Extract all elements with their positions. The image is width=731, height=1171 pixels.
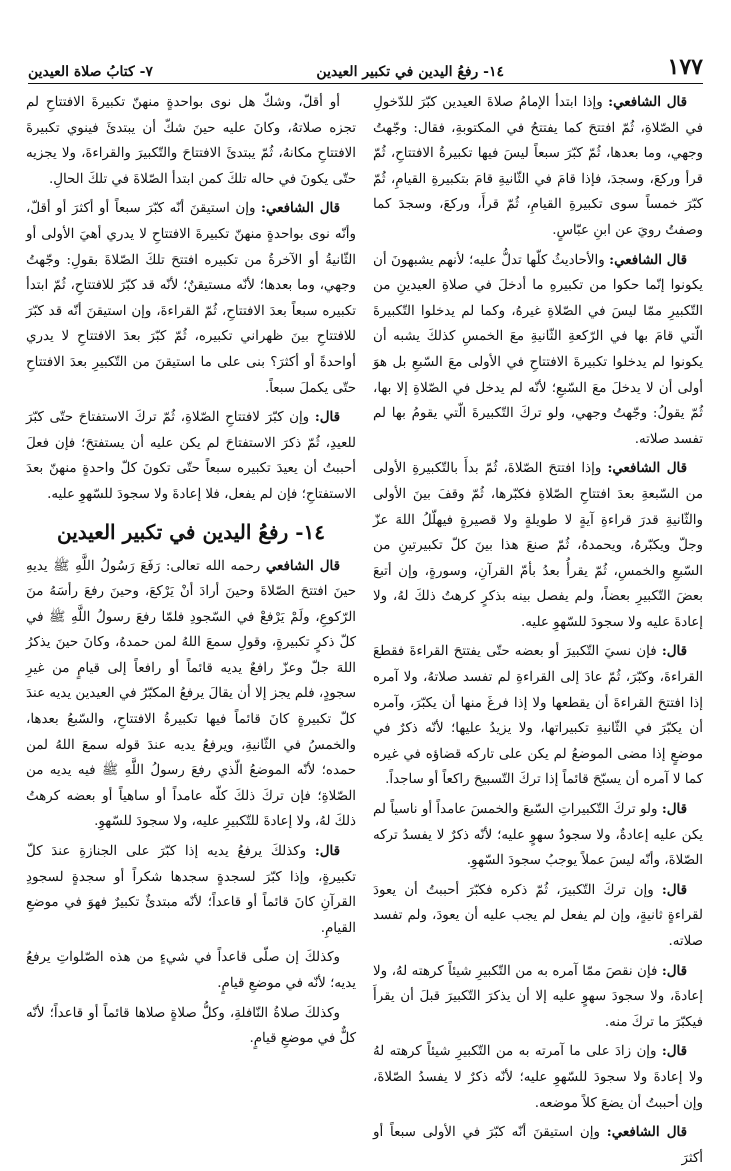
paragraph-text: وكذلكَ صلاةُ النّافلةِ، وكلُّ صلاةٍ صلاها قائماً أو قاعداً؛ لأنّه كلٌّ في موضعِ قيامٍ. xyxy=(26,1005,356,1047)
speaker-label: قال الشافعي xyxy=(265,557,340,574)
paragraph xyxy=(26,90,356,192)
paragraph-text: رحمه الله تعالى: رَفَعَ رَسُولُ اللَّهِ ﷺ يديهِ حينَ افتتحَ الصّلاةَ وحينَ أرادَ أنْ يَرْكعَ، وحينَ رفعَ رأسَهُ منَ الرّكوعِ، ولَمْ يَرْفعْ في السّجودِ فلمّا رفعَ رسولُ اللَّهِ ﷺ في كلّ ذكرٍ تكبيرةٍ، وقولِ سمعَ اللهُ لمن حمدهُ، وكانَ حينَ يذكرُ اللهَ جلّ وعزّ رافعٌ يديه قائماً أو رافعاً إلى قيامٍ من غيرِ سجودٍ، فلم يجز إلا أن يقالَ يرفعُ المكبّرُ في العيدين يديه عندَ كلّ تكبيرةٍ كانَ قائماً فيها تكبيرةُ الافتتاحِ، والسّبعُ بعدها، والخمسُ في الثّانيةِ، ويرفعُ يديه عندَ قوله سمعَ اللهُ لمن حمده؛ لأنّه الموضعُ الّذي رفعَ رسولُ اللَّهِ ﷺ فيه يديه من الصّلاةِ؛ فإن تركَ ذلكَ كلّه عامداً أو ساهياً أو بعضه كرهتُ ذلكَ لهُ، ولا إعادةَ للتّكبيرِ عليه، ولا سجودَ للسّهوِ. xyxy=(26,558,356,830)
speaker-label: قال: xyxy=(661,1043,687,1060)
running-header xyxy=(28,54,703,84)
speaker-label: قال الشافعي: xyxy=(606,1124,687,1141)
paragraph xyxy=(373,1039,703,1116)
paragraph xyxy=(373,959,703,1036)
speaker-label: قال الشافعي: xyxy=(607,460,687,477)
paragraph-text: وإن استيقنَ أنّه كبّرَ سبعاً أو أكثرَ أو أقلّ، وأنّه نوى بواحدةٍ منهنّ تكبيرةَ الافتتاحِ لا يدري أهيَ الأولى أو الثّانيةُ أو الآخرةُ من تكبيره افتتحَ تلكَ الصّلاةَ بقولِ: وجّهتُ وجهي، وما بعدها؛ لأنّه مستيقنٌ؛ لأنّه قد كبّرَ للافتتاحِ، ثُمّ ابتدأ تكبيره سبعاً بعدَ الافتتاحِ، ثُمّ القراءةَ، وإن استيقنَ أنّه قد كبّرَ للافتتاحِ بينَ ظهراني تكبيره، ثُمّ كبّرَ بعدَ الافتتاحِ لا يدري أواحدةً أو أكثرَ؟ بنى على ما استيقنَ من التّكبيرِ بعدَ الافتتاحِ حتّى يكملَ سبعاً. xyxy=(26,201,356,396)
paragraph-text: فإن نسيَ التّكبيرَ أو بعضه حتّى يفتتحَ القراءةَ فقطعَ القراءةَ، وكبّرَ، ثُمّ عادَ إلى القراءةِ لم تفسد صلاتهُ، ولا آمره إذا افتتحَ القراءةَ أن يقطعها ولا إذا فرغَ منها أن يكبّرَ، وآمره أن يكبّرَ في الثّانيةِ تكبيراتها، ولا يزيدُ عليها؛ لأنّه ذكرٌ في موضعٍ إذا مضى الموضعُ لم يكن على تاركه قضاؤه في غيره كما لا آمره أن يسبّحَ قائماً إذا تركَ التّسبيحَ راكعاً أو ساجداً. xyxy=(373,644,703,788)
paragraph xyxy=(373,90,703,244)
paragraph xyxy=(26,554,356,836)
header-section-title: ١٤- رفعُ اليدين في تكبير العيدين xyxy=(316,64,505,80)
paragraph-text: وإن كبّرَ لافتتاحِ الصّلاةِ، ثُمّ تركَ الاستفتاحَ حتّى كبّرَ للعيدِ، ثُمّ ذكرَ الاستفتاحَ لم يكن عليه أن يستفتحَ؛ فإن فعلَ أحببتُ أن يعيدَ تكبيره سبعاً حتّى تكونَ كلّ واحدةٍ منهنّ بعدَ الاستفتاحِ؛ فإن لم يفعل، فلا إعادةَ ولا سجودَ للسّهوِ عليه. xyxy=(26,410,356,502)
paragraph-text: وإذا افتتحَ الصّلاةَ، ثُمّ بدأَ بالتّكبيرةِ الأولى من السّبعةِ بعدَ افتتاحِ الصّلاةِ فكبّرها، ثُمّ وقفَ بينَ الأولى والثّانيةِ قدرَ قراءةِ آيةٍ لا طويلةٍ ولا قصيرةٍ فيهلّلُ اللهَ عزّ وجلّ ويكبّرهُ، ويحمدهُ، ثُمّ صنعَ هذا بينَ كلّ تكبيرتينِ من السّبعِ والخمسِ، ثُمّ يقرأُ بعدُ بأمّ القرآنِ، وسورةٍ، وإن أتبعَ بعضَ التّكبيرِ بعضاً، ولم يفصل بينه بذكرٍ كرهتُ ذلكَ لهُ، ولا إعادةَ عليه ولا سجودَ للسّهوِ عليه. xyxy=(373,461,703,630)
speaker-label: قال: xyxy=(314,409,340,426)
paragraph xyxy=(26,196,356,401)
left-column-top xyxy=(26,90,356,508)
section-heading: ١٤- رفعُ اليدين في تكبير العيدين xyxy=(56,519,325,544)
speaker-label: قال الشافعي: xyxy=(261,200,340,217)
speaker-label: قال: xyxy=(661,801,687,818)
page-number: ١٧٧ xyxy=(667,54,703,80)
paragraph-text: ولو تركَ التّكبيراتِ السّبعَ والخمسَ عامداً أو ناسياً لم يكن عليه إعادةٌ، ولا سجودُ سهوٍ عليه؛ لأنّه ذكرٌ لا يفسدُ تركه الصّلاةَ، وأنّه ليسَ عملاً يوجبُ سجودَ السّهوِ. xyxy=(373,802,703,869)
paragraph-text: وكذلكَ يرفعُ يديه إذا كبّرَ على الجنازةِ عندَ كلّ تكبيرةٍ، وإذا كبّرَ لسجدةٍ سجدها شكراً أو سجدةٍ لسجودِ القرآنِ كانَ قائماً أو قاعداً؛ لأنّه مبتدئٌ تكبيرٌ فهوَ في موضعِ القيامِ. xyxy=(26,844,356,936)
paragraph xyxy=(26,839,356,941)
paragraph xyxy=(373,639,703,793)
paragraph-text: وإن زادَ على ما آمرته به من التّكبيرِ شيئاً كرهته لهُ ولا إعادةَ ولا سجودَ للسّهوِ عليه؛ لأنّه ذكرٌ لا يفسدُ الصّلاةَ، وإن أحببتُ أن يضعَ كلاً موضعه. xyxy=(373,1044,703,1111)
paragraph xyxy=(26,945,356,996)
paragraph-text: وكذلكَ إن صلّى قاعداً في شيءٍ من هذه الصّلواتِ يرفعُ يديه؛ لأنّه في موضعِ قيامٍ. xyxy=(26,950,356,991)
paragraph xyxy=(373,248,703,453)
paragraph xyxy=(26,1001,356,1052)
speaker-label: قال: xyxy=(661,643,687,660)
paragraph-text: وإن تركَ التّكبيرَ، ثُمّ ذكره فكبّرَ أحببتُ أن يعودَ لقراءةٍ ثانيةٍ، وإن لم يفعل لم يجب عليه أن يعودَ، ولم تفسد صلاته. xyxy=(373,882,703,949)
speaker-label: قال: xyxy=(661,881,687,898)
speaker-label: قال الشافعي: xyxy=(608,94,687,110)
paragraph xyxy=(373,456,703,635)
paragraph-text: أو أقلّ، وشكّ هل نوى بواحدةٍ منهنّ تكبيرةَ الافتتاحِ لم تجزه صلاتهُ، وكانَ عليه حينَ شكّ أن يبتدئَ فينوي تكبيرةَ الافتتاحِ مكانهُ، ثُمّ يبتدئَ الافتتاحَ والتّكبيرَ والقراءةَ، ولا يجزيه حتّى يكونَ في حاله تلكَ كمن ابتدأ الصّلاةَ في تلكَ الحالِ. xyxy=(26,95,356,187)
paragraph xyxy=(373,797,703,874)
speaker-label: قال الشافعي: xyxy=(609,251,687,268)
paragraph-text: وإذا ابتدأ الإمامُ صلاةَ العيدين كبّرَ للدّخولِ في الصّلاةِ، ثُمّ افتتحَ كما يفتتحُ في المكتوبةِ، فقال: وجّهتُ وجهي، وما بعدها، ثُمّ كبّرَ سبعاً ليسَ فيها تكبيرةُ الافتتاحِ، ثُمّ قرأ وركعَ، وسجدَ، فإذا قامَ في الثّانيةِ قامَ بتكبيرةِ القيامِ، ثُمّ كبّرَ خمساً سوى تكبيرةِ القيامِ، ثُمّ قرأَ، وركعَ، وسجدَ كما وصفتُ رويَ عن ابنِ عبّاسٍ. xyxy=(373,95,703,238)
paragraph-text: والأحاديثُ كلّها تدلُّ عليه؛ لأنهم يشبهونَ أن يكونوا إنّما حكوا من تكبيرهِ ما أدخلَ في صلاةِ العيدينِ من التّكبيرِ ممّا ليسَ في الصّلاةِ غيرهُ، وكما لم يدخلوا التّكبيرةَ الّتي قامَ بها في الرّكعةِ الثّانيةِ معَ الخمسِ كذلكَ يشبه أن يكونوا لم يدخلوا تكبيرةَ الافتتاحِ في الأولى معَ السّبعِ بل هوَ أولى أن لا يدخلَ معَ السّبعِ؛ لأنّه لم يدخل في الصّلاةِ إلا بها، ثُمّ يقولُ: وجّهتُ وجهي، ولو تركَ التّكبيرةَ الّتي يقومُ بها لم تفسد صلاته. xyxy=(373,252,703,447)
right-column xyxy=(373,90,703,1171)
paragraph xyxy=(373,1120,703,1171)
paragraph-text: وإن استيقنَ أنّه كبّرَ في الأولى سبعاً أو أكثرَ xyxy=(373,1125,703,1166)
paragraph-text: فإن نقصَ ممّا آمره به من التّكبيرِ شيئاً كرهته لهُ، ولا إعادةَ، ولا سجودَ سهوٍ عليه إلا أن يذكرَ التّكبيرَ قبلَ أن يقرأَ فيكبّرَ ما تركَ منه. xyxy=(373,963,703,1030)
header-book-title: ٧- كتابُ صلاة العيدين xyxy=(28,64,153,80)
speaker-label: قال: xyxy=(314,843,340,860)
paragraph xyxy=(373,878,703,955)
left-column xyxy=(26,90,356,1052)
paragraph xyxy=(26,405,356,507)
left-column-bottom xyxy=(26,554,356,1052)
speaker-label: قال: xyxy=(661,962,687,979)
